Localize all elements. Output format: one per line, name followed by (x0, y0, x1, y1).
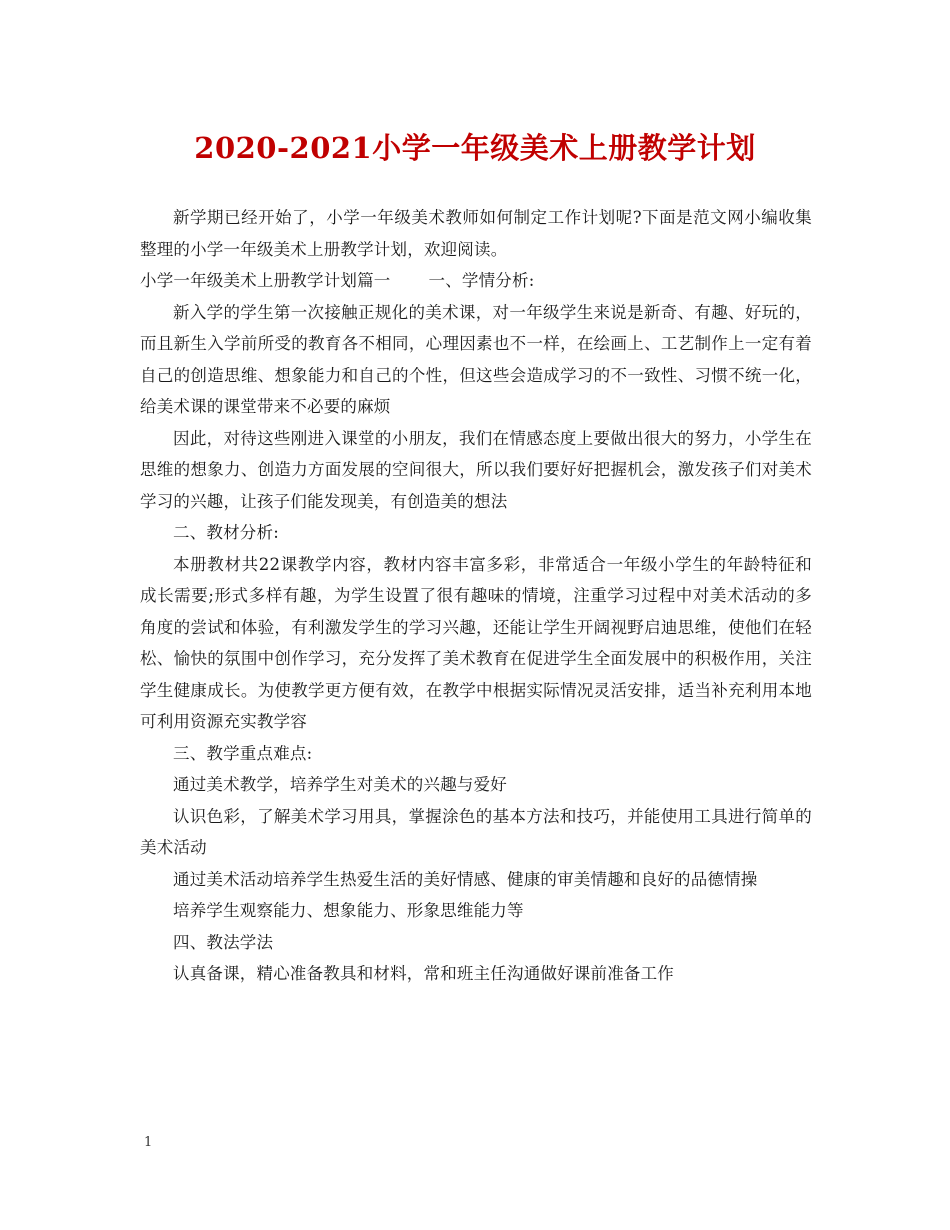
page-number: 1 (144, 1135, 153, 1150)
key-point-item: 通过美术活动培养学生热爱生活的美好情感、健康的审美情趣和良好的品德情操 (173, 869, 758, 889)
key-point-item: 培养学生观察能力、想象能力、形象思维能力等 (173, 901, 524, 920)
key-point-item: 认识色彩，了解美术学习用具，掌握涂色的基本方法和技巧，并能使用工具进行简单的美术活动 (140, 806, 812, 857)
key-point-item: 通过美术教学，培养学生对美术的兴趣与爱好 (173, 775, 507, 794)
section-heading-line (140, 265, 812, 297)
section-heading-methods: 四、教法学法 (173, 932, 274, 952)
paragraph-student-approach: 因此，对待这些刚进入课堂的小朋友，我们在情感态度上要做出很大的努力，小学生在思维的想象力、创造力方面发展的空间很大，所以我们要好好把握机会，激发孩子们对美术学习的兴趣，让孩子们能发现美，有创造美的想法 (140, 428, 812, 511)
plan-part-title: 小学一年级美术上册教学计划篇一 (140, 271, 391, 290)
paragraph-textbook-analysis: 本册教材共22课教学内容，教材内容丰富多彩，非常适合一年级小学生的年龄特征和成长需要;形式多样有趣，为学生设置了很有趣味的情境，注重学习过程中对美术活动的多角度的尝试和体验，有利激发学生的学习兴趣，还能让学生开阔视野启迪思维，使他们在轻松、愉快的氛围中创作学习，充分发挥了美术教育在促进学生全面发展中的积极作用，关注学生健康成长。为使教学更方便有效，在教学中根据实际情况灵活安排，适当补充利用本地可利用资源充实教学容 (140, 554, 812, 731)
section-heading-textbook-analysis: 二、教材分析: (173, 523, 279, 542)
intro-paragraph: 新学期已经开始了，小学一年级美术教师如何制定工作计划呢?下面是范文网小编收集整理的小学一年级美术上册教学计划，欢迎阅读。 (140, 208, 812, 259)
paragraph-methods: 认真备课，精心准备教具和材料，常和班主任沟通做好课前准备工作 (173, 964, 674, 983)
paragraph-student-analysis: 新入学的学生第一次接触正规化的美术课，对一年级学生来说是新奇、有趣、好玩的，而且新生入学前所受的教育各不相同，心理因素也不一样，在绘画上、工艺制作上一定有着自己的创造思维、想象能力和自己的个性，但这些会造成学习的不一致性、习惯不统一化，给美术课的课堂带来不必要的麻烦 (140, 302, 812, 416)
section-heading-student-analysis: 一、学情分析: (428, 271, 535, 290)
document-title: 2020-2021小学一年级美术上册教学计划 (194, 131, 756, 165)
document-body (140, 202, 812, 990)
section-heading-key-points: 三、教学重点难点: (173, 743, 313, 763)
